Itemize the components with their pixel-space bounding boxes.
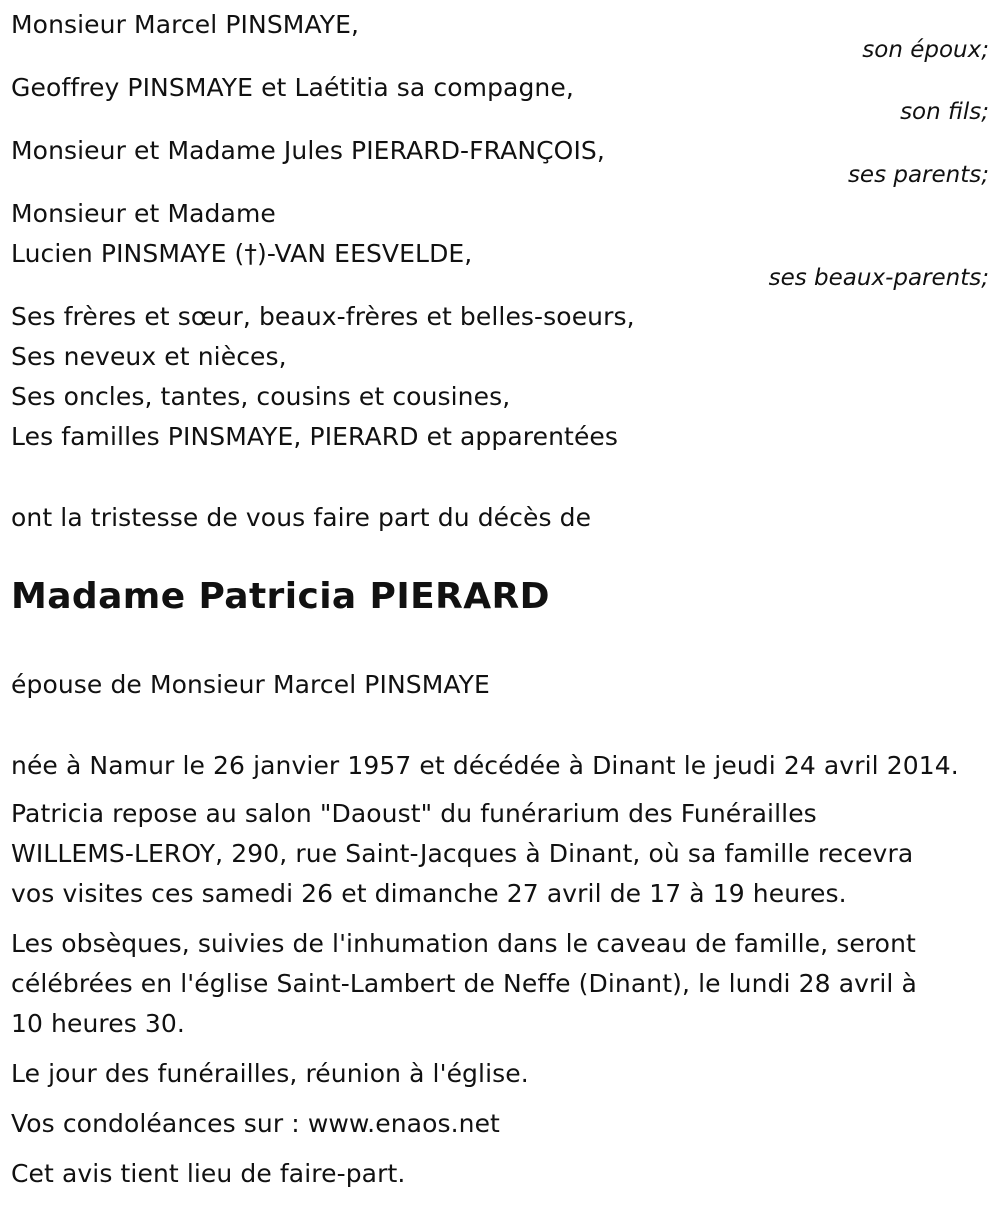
- meeting-line: Le jour des funérailles, réunion à l'église.: [11, 1059, 529, 1088]
- family-member-line: Monsieur Marcel PINSMAYE,: [11, 10, 360, 39]
- funeral-line: 10 heures 30.: [11, 1009, 185, 1038]
- funeral-line: célébrées en l'église Saint-Lambert de Neffe (Dinant), le lundi 28 avril à: [11, 969, 917, 998]
- deceased-name: Madame Patricia PIERARD: [11, 576, 550, 617]
- family-relation: ses parents;: [847, 162, 989, 188]
- family-relation: son époux;: [862, 37, 989, 63]
- relatives-line: Ses neveux et nièces,: [11, 342, 287, 371]
- family-member-line: Monsieur et Madame Jules PIERARD-FRANÇOIS,: [11, 136, 605, 165]
- notice-line: Cet avis tient lieu de faire-part.: [11, 1159, 406, 1188]
- relatives-line: Ses frères et sœur, beaux-frères et belles-soeurs,: [11, 302, 635, 331]
- visitation-line: Patricia repose au salon "Daoust" du funérarium des Funérailles: [11, 799, 817, 828]
- spouse-line: épouse de Monsieur Marcel PINSMAYE: [11, 670, 490, 699]
- family-member-line: Geoffrey PINSMAYE et Laétitia sa compagne,: [11, 73, 574, 102]
- visitation-line: vos visites ces samedi 26 et dimanche 27 avril de 17 à 19 heures.: [11, 879, 847, 908]
- announcement-text: ont la tristesse de vous faire part du décès de: [11, 503, 592, 532]
- birth-death-line: née à Namur le 26 janvier 1957 et décédée à Dinant le jeudi 24 avril 2014.: [11, 751, 959, 780]
- family-member-line: Lucien PINSMAYE (†)-VAN EESVELDE,: [11, 239, 473, 268]
- family-member-line: Monsieur et Madame: [11, 199, 276, 228]
- condolences-line: Vos condoléances sur : www.enaos.net: [11, 1109, 500, 1138]
- family-relation: son fils;: [900, 99, 989, 125]
- visitation-line: WILLEMS-LEROY, 290, rue Saint-Jacques à Dinant, où sa famille recevra: [11, 839, 914, 868]
- funeral-line: Les obsèques, suivies de l'inhumation dans le caveau de famille, seront: [11, 929, 916, 958]
- relatives-line: Ses oncles, tantes, cousins et cousines,: [11, 382, 511, 411]
- relatives-line: Les familles PINSMAYE, PIERARD et apparentées: [11, 422, 619, 451]
- family-relation: ses beaux-parents;: [768, 265, 989, 291]
